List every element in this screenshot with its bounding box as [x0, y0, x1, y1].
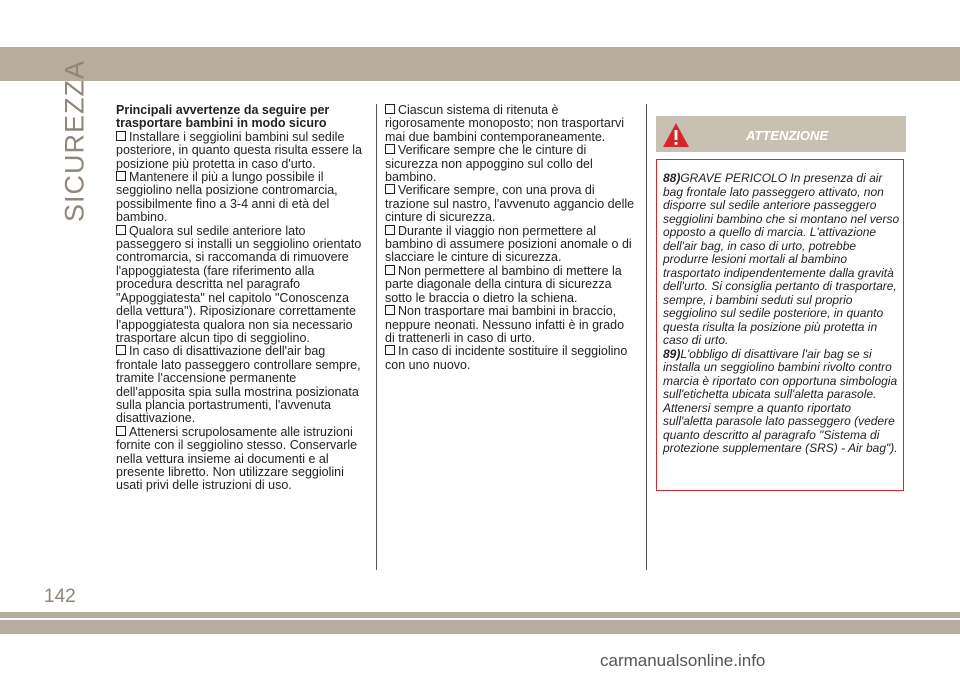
list-item-text: In caso di disattivazione dell'air bag frontale lato passeggero controllare sempre, tramite l'accensione permanente dell'apposita spia sulla mostrina posizionata sulla plancia portastrumenti, l'avvenuta disattivazione.: [116, 344, 361, 426]
column-1-items: [116, 131, 366, 493]
list-item: [116, 426, 366, 493]
list-item: [116, 171, 366, 225]
list-item-text: Mantenere il più a lungo possibile il seggiolino nella posizione contromarcia, possibilmente fino a 3-4 anni di età del bambino.: [116, 170, 338, 225]
column-divider: [646, 104, 647, 570]
list-item-text: Installare i seggiolini bambini sul sedile posteriore, in quanto questa risulta essere la posizione più protetta in caso d'urto.: [116, 129, 362, 171]
attention-note: [663, 172, 903, 348]
list-item: [385, 305, 635, 345]
checkbox-bullet-icon: [116, 131, 126, 141]
list-item-text: Attenersi scrupolosamente alle istruzioni fornite con il seggiolino stesso. Conservarle nella vettura insieme ai documenti e al presente libretto. Non utilizzare seggiolini usati privi delle istruzioni di uso.: [116, 424, 358, 493]
note-number: 88): [663, 171, 681, 185]
watermark: carmanualsonline.info: [600, 651, 766, 670]
header-stripe: [0, 47, 960, 81]
list-item: [385, 144, 635, 184]
checkbox-bullet-icon: [116, 426, 126, 436]
footer-stripe: [0, 620, 960, 634]
list-item: [385, 225, 635, 265]
checkbox-bullet-icon: [116, 225, 126, 235]
top-margin: [0, 0, 960, 47]
note-text: GRAVE PERICOLO In presenza di air bag frontale lato passeggero attivato, non disporre sul sedile anteriore passeggero seggiolini bambino che si montano nel verso opposto a quello di marcia. L'attivazione dell'air bag, in caso di urto, potrebbe produrre lesioni mortali al bambino trasportato indipendentemente dalla gravità dell'urto. Si consiglia pertanto di trasportare, sempre, i bambini seduti sul proprio seggiolino sul sedile posteriore, in quanto questa risulta la posizione più protetta in caso di urto.: [663, 171, 900, 347]
section-label-text: SICUREZZA: [59, 59, 90, 223]
list-item: [385, 184, 635, 224]
list-item: [385, 345, 635, 372]
column-2-items: [385, 104, 635, 372]
list-item-text: Non permettere al bambino di mettere la parte diagonale della cintura di sicurezza sotto le braccia o dietro la schiena.: [385, 263, 622, 305]
section-label: [59, 59, 90, 223]
list-item: [385, 104, 635, 144]
checkbox-bullet-icon: [116, 171, 126, 181]
page-number: 142: [44, 586, 76, 607]
column-1: [116, 104, 366, 493]
section-heading: Principali avvertenze da seguire per trasportare bambini in modo sicuro: [116, 103, 330, 131]
list-item-text: Verificare sempre, con una prova di trazione sul nastro, l'avvenuto aggancio delle cinture di sicurezza.: [385, 183, 635, 225]
list-item-text: Verificare sempre che le cinture di sicurezza non appoggino sul collo del bambino.: [385, 143, 593, 185]
attention-title: ATTENZIONE: [746, 128, 829, 143]
checkbox-bullet-icon: [116, 345, 126, 355]
list-item: [385, 265, 635, 305]
list-item-text: Ciascun sistema di ritenuta è rigorosamente monoposto; non trasportarvi mai due bambini contemporaneamente.: [385, 103, 625, 144]
attention-note: [663, 348, 903, 456]
list-item-text: Non trasportare mai bambini in braccio, neppure neonati. Nessuno infatti è in grado di trattenerli in caso di urto.: [385, 304, 625, 345]
checkbox-bullet-icon: [385, 345, 395, 355]
list-item-text: In caso di incidente sostituire il seggiolino con uno nuovo.: [385, 344, 628, 372]
list-item-text: Qualora sul sedile anteriore lato passeggero si installi un seggiolino orientato contromarcia, si raccomanda di rimuovere l'appoggiatesta (fare riferimento alla procedura descritta nel paragrafo "Appoggiatesta" nel capitolo "Conoscenza della vettura"). Riposizionare correttamente l'appoggiatesta qualora non sia necessario trasportare alcun tipo di seggiolino.: [116, 223, 362, 345]
list-item: [116, 131, 366, 171]
column-divider: [376, 104, 377, 570]
column-2: [385, 104, 635, 372]
list-item-text: Durante il viaggio non permettere al bambino di assumere posizioni anomale o di slacciare le cinture di sicurezza.: [385, 223, 632, 265]
checkbox-bullet-icon: [385, 265, 395, 275]
warning-triangle-icon: [662, 122, 690, 148]
checkbox-bullet-icon: [385, 144, 395, 154]
attention-notes: [663, 172, 903, 456]
note-text: L'obbligo di disattivare l'air bag se si installa un seggiolino bambini rivolto contro marcia è riportato con opportuna simbologia sull'etichetta ubicata sull'aletta parasole. Attenersi sempre a quanto riportato sull'aletta parasole lato passeggero (vedere quanto descritto al paragrafo "Sistema di protezione supplementare (SRS) - Air bag").: [663, 346, 898, 455]
checkbox-bullet-icon: [385, 305, 395, 315]
footer-stripe-thin: [0, 612, 960, 618]
note-number: 89): [663, 346, 681, 361]
checkbox-bullet-icon: [385, 104, 395, 114]
list-item: [116, 225, 366, 346]
list-item: [116, 345, 366, 425]
checkbox-bullet-icon: [385, 184, 395, 194]
checkbox-bullet-icon: [385, 225, 395, 235]
attention-header: [656, 116, 906, 152]
